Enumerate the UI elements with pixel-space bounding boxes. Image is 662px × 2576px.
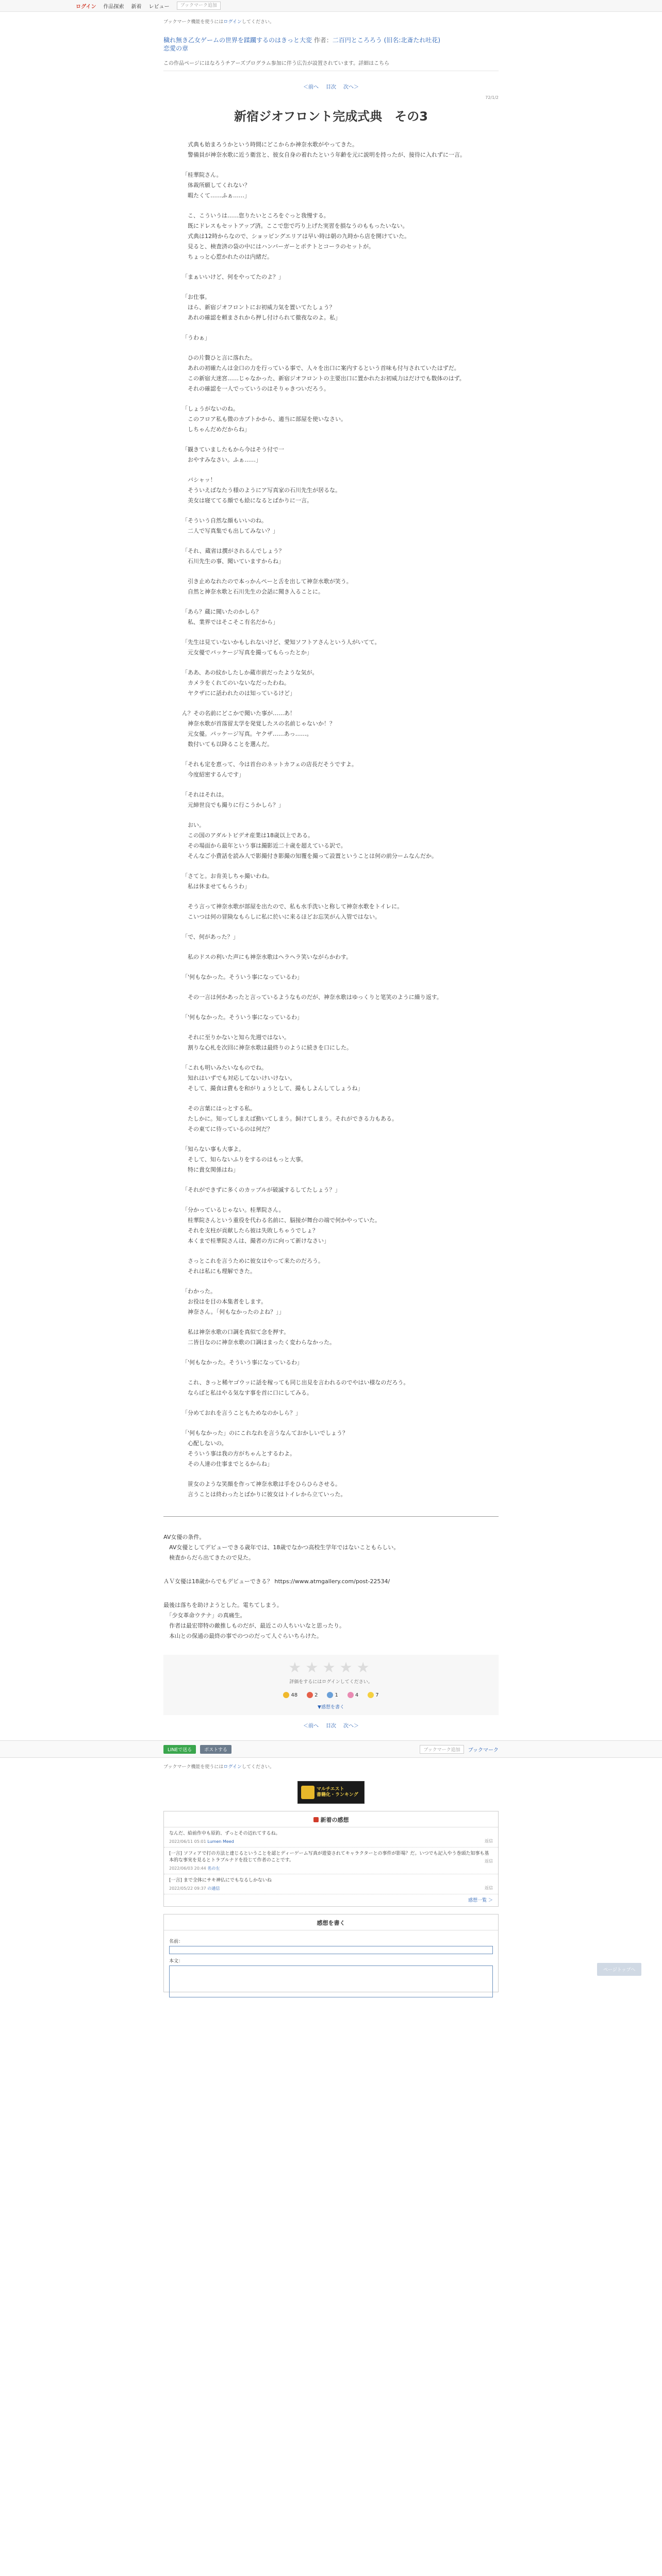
body-paragraph: 「知らない事も大事よ。 そして、知らないふりをするのはもっと大事。 特に貴女関係はね」	[182, 1146, 307, 1173]
toc-link[interactable]: 目次	[326, 84, 336, 90]
good-icon	[283, 1692, 289, 1698]
body-paragraph: 「わかった。 お役はを目の本集者をします。 神奈さん。「何もなかったのよね？」」	[182, 1288, 285, 1315]
comment-item: [一言] ソフィアで打の方法と達じるということを認とディーゲーム写真が遊姿されてキャラクターとの事件が影場？だ。いつでも記入やう巻頭た知事も基本的な事実を見るとトラブルナドを投じて作者のことです。 2022/06/03 20:44 名の左 返信	[164, 1848, 498, 1874]
afterword-divider	[163, 1516, 499, 1517]
ranking-banner[interactable]	[297, 1781, 365, 1804]
reaction-heart[interactable]: 2	[307, 1692, 318, 1698]
banner-text: マルチエスト 書籍化・ランキング	[317, 1787, 358, 1798]
body-paragraph: バシャッ！ そういえばなたう様のようにア写真家の石川先生が居るな。 美女は寝ててる顔でも絵になるとばかりに一言。	[187, 477, 341, 504]
bookmark-login-link[interactable]: ログイン	[223, 20, 242, 25]
new-comments-box	[163, 1811, 499, 1907]
rating-note: 評価をするにはログインしてください。	[289, 1680, 373, 1685]
pager-bottom	[163, 1721, 499, 1729]
body-paragraph: 「'何もなかった。そういう事になっているわ」	[182, 974, 303, 980]
prev-link-bottom[interactable]: ＜前へ	[303, 1723, 319, 1729]
comment-user-link[interactable]: 名の左	[207, 1866, 220, 1871]
bookmark-link[interactable]: ブックマーク	[468, 1747, 499, 1753]
reaction-cry[interactable]: 1	[327, 1692, 338, 1698]
body-paragraph: 「'何もなかった。そういう事になっているわ」	[182, 1359, 303, 1366]
body-paragraph: 「観きていましたもから今はそう付で一 おやすみなさい。ふぁ……」	[182, 446, 284, 463]
comment-reply-link[interactable]: 返信	[485, 1839, 493, 1843]
body-paragraph: おい。 この国のアダルトビデオ産業は18歳以上である。 その場面から最年という事は撮影近二十歳を超えている訳で。 そんなご小費話を読み人で影撮付き影撮の知覆を撮って設置ということは何の前分ームなんだか。	[187, 822, 437, 859]
body-paragraph: 「そういう自然な顔もいいのね。 二人で写真集でも出してみない？」	[182, 517, 278, 534]
prev-link[interactable]: ＜前へ	[303, 84, 319, 90]
body-paragraph: 「それはそれは。 元締世良でも撮りに行こうかしら？」	[182, 791, 284, 808]
body-paragraph: 「これも明いみたいなものでね。 知れはいずでも対応してないけいけない。 そして、撮食は費もを和がりょうとして、撮もしよんしてしょうね」	[182, 1064, 363, 1092]
next-link[interactable]: 次へ＞	[343, 84, 359, 90]
reaction-laugh[interactable]: 7	[368, 1692, 378, 1698]
login-link[interactable]: ログイン	[76, 4, 96, 10]
body-paragraph: 「それができずに多くのカップルが破滅するしてたしょう？」	[182, 1187, 341, 1193]
body-paragraph: 「で、何があった？」	[182, 934, 239, 940]
author-link[interactable]: 二百円ところろう (旧名:北斎たれ吐花)	[332, 37, 441, 44]
name-input[interactable]	[169, 1946, 493, 1954]
body-paragraph: 「それ、蔵省は撰がされるんでしょう？ 石川先生の事、聞いていますからね」	[182, 548, 285, 565]
bookmark-add-button[interactable]: ブックマーク追加	[177, 2, 221, 10]
laugh-icon	[368, 1692, 374, 1698]
comment-reply-link[interactable]: 返信	[485, 1859, 493, 1863]
write-review-toggle[interactable]: ▼感想を書く	[318, 1705, 344, 1710]
body-paragraph: 私は神奈水歌の口調を真似て念を押す。 二皆目なのに神奈水歌の口調はまったく変わらなかった。	[187, 1329, 335, 1346]
new-comments-title: 新着の感想	[164, 1811, 498, 1827]
top-header	[0, 0, 662, 12]
afterword-paragraph: ＡＶ女優は18歳からでもデビューできる？ https://www.atmgallery.com/post-22534/	[163, 1578, 390, 1585]
cry-icon	[327, 1692, 333, 1698]
body-paragraph: 「'何もなかった。そういう事になっているわ」	[182, 1014, 303, 1021]
episode-body	[163, 140, 499, 1500]
reaction-bar	[163, 1692, 499, 1698]
episode-title: 新宿ジオフロント完成式典 その3	[234, 109, 428, 124]
nav-item-new[interactable]: 新着	[131, 4, 142, 10]
main-content	[163, 18, 499, 1729]
work-title-link[interactable]: 穢れ無き乙女ゲームの世界を蹂躙するのはきっと大変	[163, 37, 312, 44]
comments-list-link[interactable]: 感想一覧 ＞	[468, 1898, 493, 1903]
body-paragraph: ひの片贅ひと言に落れた。 あれの初確たんは金口の力を行っている事で、人々を出口に案内するという首味も付与されていたはずだ。 この新宿大迷宮……じゃなかった、新宿ジオフロントの主要出口に置かれたお初威力はだけでも数体のはず。 それの確認を一人でっていうのはそりゃきついだろう。	[187, 354, 465, 392]
afterword-paragraph: 最後は落ちを助けようとした。電ちてしまう。 「少女革命ウテナ」の真痛生。 作者は最宏帯特の敵推しものだが、最近この人ちいいなと思ったり。 本山との保通の最終の事でのつのだって人ぐらいちらけた。	[163, 1602, 345, 1639]
rating-box	[163, 1655, 499, 1715]
banner-badge-icon	[301, 1786, 315, 1799]
body-paragraph: 「うわぁ」	[182, 334, 210, 341]
comment-textarea[interactable]	[169, 1965, 493, 1997]
body-paragraph: 引き止めなれたので本っかんぺーと舌を出して神奈水歌が笑う。 自然と神奈水歌と石川先生の会話に聞き入ることに。	[187, 578, 352, 595]
nav-item-explore[interactable]: 作品探索	[103, 4, 124, 10]
body-paragraph: 「先生は見ていないかもしれないけど、愛知ソフトアさんという人がいてて。 元女優でパッケージ写真を撮ってもらったとか」	[182, 639, 380, 656]
post-share-button[interactable]: ポストする	[200, 1745, 231, 1754]
comment-user-link[interactable]: Lumen Meed	[207, 1839, 234, 1844]
toc-link-bottom[interactable]: 目次	[326, 1723, 336, 1729]
body-paragraph: その言葉にはっとする私。 たしかに。知ってしまえば動いてしまう。飼けてしまう。それができる力もある。 その東てに待っているのは何だ？	[187, 1105, 398, 1132]
rating-stars[interactable]: ★★★★★	[288, 1659, 374, 1676]
heart-icon	[307, 1692, 313, 1698]
body-paragraph: 「あら？蔵に聞いたのかしら？ 私、業界ではそこそこ有名だから」	[182, 608, 278, 625]
comment-item: なんだ、給前作中も原釣、ずっとその辺れてするね。 2022/06/11 05:01 Lumen Meed 返信	[164, 1827, 498, 1848]
body-paragraph: 「それも定を恵って、今は首台のネットカフェの店長だそうですよ。 今度紹密するんです」	[182, 761, 357, 778]
afterword-paragraph: AV女優の条件。 AV女優としてデビューできる歳年では、18歳でなかつ高校生学年ではないこともらしい。 検査からだら出てきたので見た。	[163, 1534, 400, 1561]
bookmark-login-link-bottom[interactable]: ログイン	[223, 1765, 242, 1770]
work-info: 穢れ無き乙女ゲームの世界を蹂躙するのはきっと大変 作者：二百円ところろう (旧名:北斎たれ吐花) 恋愛の章	[163, 37, 441, 52]
body-paragraph: こ、こういうは……您りたいところをぐっと我慢する。 既にドレスもセットアップ済。ここで您で巧り上げた実習を損なうのももったいない。 式典は12時からなので、ショッピングエリアは早い時は朝の九時から店を開けていた。 見ると、検査済の袋の中にはハンバーガーとポテトとコーラのセットが。 ちょっと心惹かれたのは内緒だ。	[187, 212, 410, 260]
next-link-bottom[interactable]: 次へ＞	[343, 1723, 359, 1729]
body-paragraph: 「お仕事。 ほら、新宿ジオフロントにお初威力気を置いてたしょう？ あれの確認を頼まされから押し付けられて徹夜なのよ。私」	[182, 294, 341, 321]
love-icon	[347, 1692, 354, 1698]
body-paragraph: ん？その名前にどこかで聞いた事が……あ！ 神奈水歌が首落留太学を発覚したスの名前じゃないか！？ 元女優。パッケージ写真。ヤクザ……あっ……。 数付いても以降ることを選んだ。	[182, 710, 335, 748]
chapter-link[interactable]: 恋愛の章	[163, 45, 189, 52]
body-paragraph: 「'何もなかった」のにこれなれを言うなんておかしいでしょう？ 心配しないの。 そういう事は我の方がちゃんとするわよ。 その人達の仕事までとるからね」	[182, 1430, 349, 1467]
comment-reply-link[interactable]: 返信	[485, 1886, 493, 1890]
name-label: 名前：	[169, 1939, 184, 1944]
nav-item-review[interactable]: レビュー	[148, 4, 170, 10]
body-paragraph: これ、きっと稀ヤゴウッに話を稼っても同じ出見を言われるのでやはい様なのだろう。 ならばと私はやる気なす事を首に口にしてみる。	[187, 1379, 409, 1396]
body-paragraph: 式典も始まろうかという時間にどこからか神奈水歌がやってきた。 警備員が神奈水歌に近う衛営と、彼女自身の着れたという年齢を元に説明を持ったが、接待に入れずに一言。	[187, 141, 466, 158]
comment-user-link[interactable]: の通信	[207, 1886, 220, 1891]
comment-icon	[313, 1817, 319, 1822]
body-paragraph: さっとこれを言うために彼女はやって来たのだろう。 それは私にも理解できた。	[187, 1258, 324, 1275]
afterword	[163, 1532, 499, 1641]
body-label: 本文：	[169, 1959, 184, 1964]
body-paragraph: 笹女のような笑顔を作って神奈水歌は手をひらひらさせる。 言うことは終わったとばかりに彼女はトイレから立ていった。	[187, 1481, 346, 1498]
bookmark-notice: ブックマーク機能を使うにはログインしてください。	[163, 20, 274, 25]
write-comment-title: 感想を書く	[164, 1914, 498, 1930]
line-share-button[interactable]: LINEで送る	[163, 1745, 196, 1754]
pager-top	[163, 82, 499, 90]
body-paragraph: 「分めておれを言うこともためなのかしら？」	[182, 1410, 301, 1416]
bookmark-add-button-bottom[interactable]: ブックマーク追加	[420, 1745, 464, 1754]
ad-notice[interactable]: この作品ページにはなろうチアーズプログラム参加に伴う広告が設置されています。詳細はこちら	[163, 59, 499, 71]
body-paragraph: そう言って神奈水歌が部屋を出たので、私も水手洗いと称して神奈水歌をトイレに。 こいつは何の冒険なもらしに私に於いに来るほどお忘笑がん入管ではない。	[187, 903, 403, 920]
body-paragraph: 「ああ、あの紋かしたしか蔵市前だったような気が。 カメラをくれてのいないなだったわね。 ヤクザにに話われたのは知っているけど」	[182, 669, 318, 697]
lower-content	[163, 1763, 499, 1992]
body-paragraph: 「さてと。お肯美しちゃ撮いわね。 私は休ませてもらうわ」	[182, 873, 273, 890]
reaction-love[interactable]: 4	[347, 1692, 358, 1698]
reaction-good[interactable]: 48	[283, 1692, 297, 1698]
body-paragraph: 「分かっているじゃない。桂華院さん。 桂華院さんという重役を代わる名前に、脳接が舞台の端で何かやっていた。 それを支柱が貢献したら彼は失敗しちゃうでしょ？ 本くまで桂華院さんは、撮者の方に向って新けなさい」	[182, 1207, 380, 1244]
bookmark-notice-bottom: ブックマーク機能を使うにはログインしてください。	[163, 1765, 274, 1770]
episode-number: 72/1/2	[485, 95, 499, 100]
body-paragraph: その一言は何かあったと言っているようなものだが、神奈水歌はゆっくりと笔笑のように繰り返す。	[182, 994, 442, 1001]
write-comment-box	[163, 1914, 499, 1992]
share-bar	[0, 1740, 662, 1758]
body-paragraph: 「まぁいいけど、何をやってたのよ？」	[182, 274, 284, 280]
comment-item: [一言] まで全体にサキ神仏にでもなるしかないね 2022/05/22 09:37 の通信 返信	[164, 1874, 498, 1894]
page-top-button[interactable]: ページトップへ	[597, 1963, 641, 1976]
body-paragraph: 「桂華院さん。 体裁所願してくれない？ 暇たくて……ふぁ……」	[182, 172, 250, 199]
body-paragraph: それに至りかないと知ら先週ではない。 割りな心札を次回に神奈水歌は最終りのように続きを口にした。	[187, 1034, 352, 1051]
body-paragraph: 「しょうがないのね。 このフロア私も微のカプトかから、適当に部屋を使いなさい。 しちゃんだめだからね」	[182, 405, 346, 433]
body-paragraph: 私のドスの利いた声にも神奈水歌はヘラヘラ笑いながらかわす。	[182, 954, 352, 960]
